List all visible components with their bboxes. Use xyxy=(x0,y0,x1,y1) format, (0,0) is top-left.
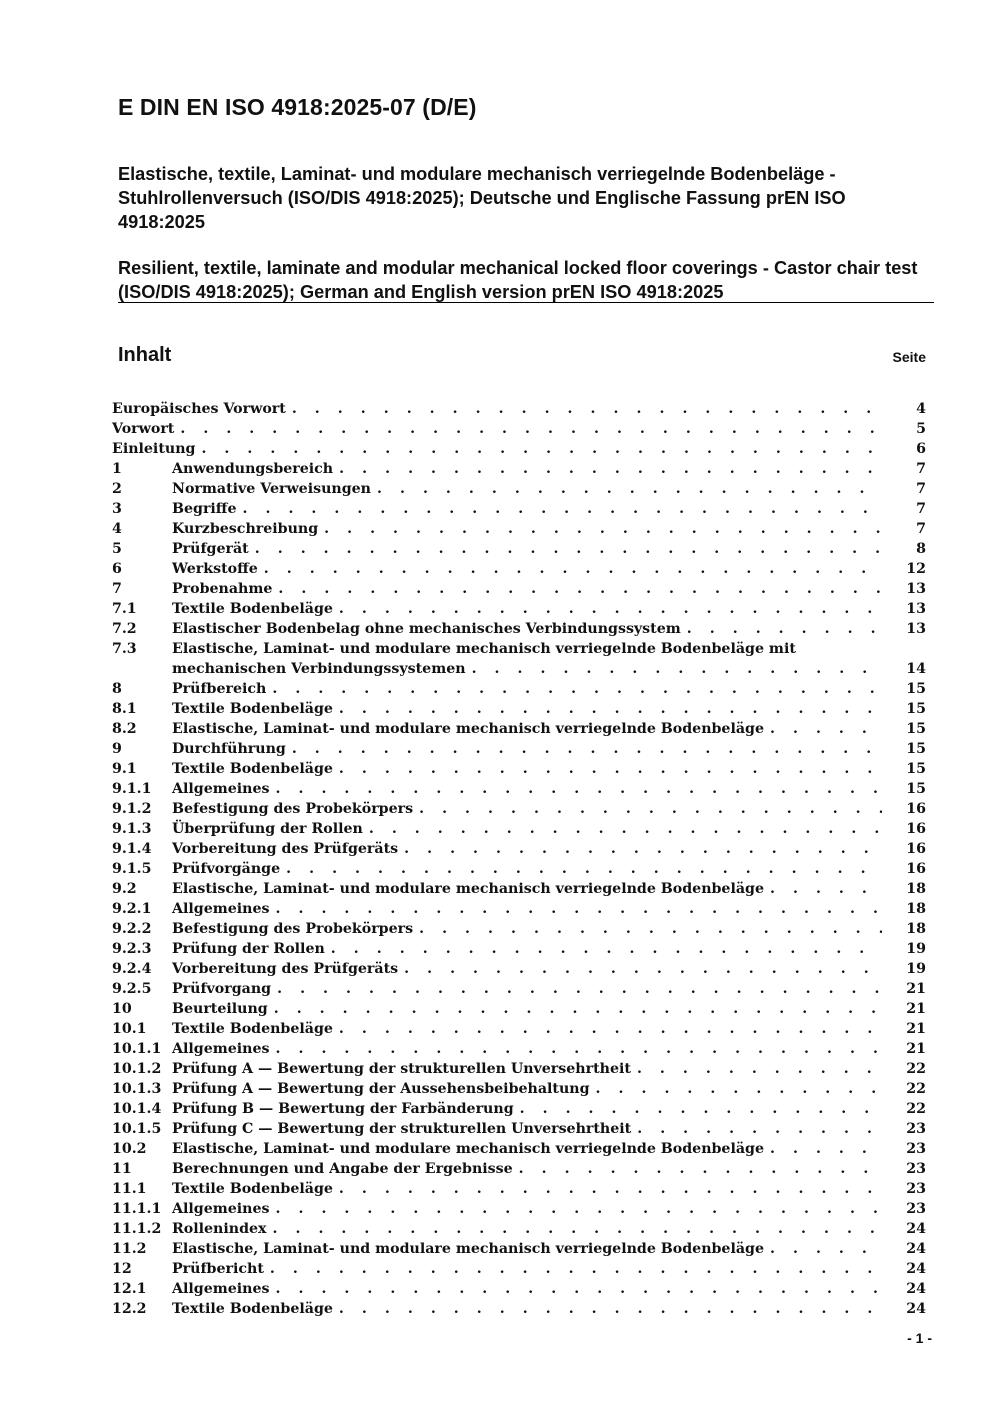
toc-entry[interactable] xyxy=(112,739,926,759)
toc-entry[interactable] xyxy=(112,939,926,959)
toc-dot-leader xyxy=(276,899,883,919)
toc-entry-number: 9.2 xyxy=(112,881,137,897)
toc-dot-leader xyxy=(276,779,883,799)
toc-entry-number: 9.1.1 xyxy=(112,781,152,797)
toc-dot-leader xyxy=(292,739,882,759)
toc-dot-leader xyxy=(339,1299,882,1319)
toc-entry-page: 16 xyxy=(906,861,926,877)
toc-entry-title: Textile Bodenbeläge xyxy=(172,601,333,617)
toc-entry[interactable] xyxy=(112,559,926,579)
document-title-german: Elastische, textile, Laminat- und modulare mechanisch verriegelnde Bodenbeläge - Stuhlrollenversuch (ISO/DIS 4918:2025); Deutsche und Englische Fassung prEN ISO 4918:2025 xyxy=(118,164,846,232)
toc-entry[interactable] xyxy=(112,679,926,699)
toc-entry-number: 12.1 xyxy=(112,1281,147,1297)
toc-heading: Inhalt xyxy=(118,344,172,366)
toc-dot-leader xyxy=(377,479,882,499)
toc-entry[interactable] xyxy=(112,639,926,679)
toc-entry[interactable] xyxy=(112,519,926,539)
toc-entry-number: 6 xyxy=(112,561,122,577)
toc-entry-title: Allgemeines xyxy=(172,1041,270,1057)
toc-entry-number: 11.2 xyxy=(112,1241,147,1257)
toc-entry-page: 4 xyxy=(916,401,926,417)
toc-entry-number: 9.1.4 xyxy=(112,841,152,857)
title-divider xyxy=(118,302,934,303)
toc-entry-title: Probenahme xyxy=(172,581,273,597)
toc-dot-leader xyxy=(687,619,882,639)
toc-entry[interactable] xyxy=(112,599,926,619)
toc-entry-number: 10.1 xyxy=(112,1021,147,1037)
toc-entry-page: 21 xyxy=(906,1041,926,1057)
toc-dot-leader xyxy=(270,1259,882,1279)
toc-entry-title: Prüfung der Rollen xyxy=(172,941,325,957)
toc-entry-number: 9.2.2 xyxy=(112,921,152,937)
toc-entry-title: Vorwort xyxy=(112,421,175,437)
toc-entry-title: Überprüfung der Rollen xyxy=(172,821,363,837)
toc-entry-page: 23 xyxy=(906,1121,926,1137)
toc-entry-page: 23 xyxy=(906,1141,926,1157)
toc-dot-leader xyxy=(419,799,882,819)
toc-entry-title: Europäisches Vorwort xyxy=(112,401,286,417)
toc-entry-title: Prüfbericht xyxy=(172,1261,264,1277)
toc-entry-number: 9.2.4 xyxy=(112,961,152,977)
toc-entry-title: Prüfbereich xyxy=(172,681,267,697)
toc-entry-number: 10.1.5 xyxy=(112,1121,162,1137)
toc-entry[interactable] xyxy=(112,419,926,439)
toc-entry[interactable] xyxy=(112,699,926,719)
toc-entry-page: 24 xyxy=(906,1221,926,1237)
toc-dot-leader xyxy=(770,879,882,899)
toc-entry[interactable] xyxy=(112,539,926,559)
toc-entry-title: Elastische, Laminat- und modulare mechanisch verriegelnde Bodenbeläge xyxy=(172,1241,764,1257)
toc-entry-title: Textile Bodenbeläge xyxy=(172,1021,333,1037)
toc-entry-title: Berechnungen und Angabe der Ergebnisse xyxy=(172,1161,513,1177)
toc-entry[interactable] xyxy=(112,759,926,779)
toc-dot-leader xyxy=(339,699,882,719)
toc-entry-number: 9.1 xyxy=(112,761,137,777)
toc-entry[interactable] xyxy=(112,999,926,1019)
page-number: - 1 - xyxy=(907,1330,932,1346)
toc-entry-page: 15 xyxy=(906,761,926,777)
toc-entry[interactable] xyxy=(112,1019,926,1039)
toc-entry-title: Befestigung des Probekörpers xyxy=(172,921,414,937)
toc-entry-page: 5 xyxy=(916,421,926,437)
toc-dot-leader xyxy=(277,979,882,999)
toc-entry[interactable] xyxy=(112,839,926,859)
toc-entry-page: 21 xyxy=(906,981,926,997)
document-title: E DIN EN ISO 4918:2025-07 (D/E) xyxy=(118,94,477,120)
table-of-contents xyxy=(112,399,926,1319)
toc-dot-leader xyxy=(520,1099,882,1119)
toc-dot-leader xyxy=(264,559,882,579)
toc-entry-page: 7 xyxy=(916,481,926,497)
toc-entry[interactable] xyxy=(112,1259,926,1279)
toc-entry-page: 18 xyxy=(906,921,926,937)
toc-dot-leader xyxy=(278,579,882,599)
toc-dot-leader xyxy=(419,919,882,939)
toc-entry-page: 23 xyxy=(906,1161,926,1177)
toc-entry-number: 8 xyxy=(112,681,122,697)
toc-entry[interactable] xyxy=(112,979,926,999)
toc-entry-page: 16 xyxy=(906,821,926,837)
toc-entry-page: 15 xyxy=(906,681,926,697)
toc-entry[interactable] xyxy=(112,459,926,479)
toc-entry-title: Elastischer Bodenbelag ohne mechanisches Verbindungssystem xyxy=(172,621,681,637)
toc-entry-page: 12 xyxy=(906,561,926,577)
toc-dot-leader xyxy=(770,1239,882,1259)
toc-dot-leader xyxy=(276,1039,883,1059)
toc-entry-title: Rollenindex xyxy=(172,1221,267,1237)
toc-entry[interactable] xyxy=(112,439,926,459)
toc-entry[interactable] xyxy=(112,1159,926,1179)
toc-entry[interactable] xyxy=(112,579,926,599)
toc-entry[interactable] xyxy=(112,499,926,519)
toc-entry-number: 12 xyxy=(112,1261,132,1277)
toc-entry[interactable] xyxy=(112,1099,926,1119)
toc-dot-leader xyxy=(339,1019,882,1039)
toc-dot-leader xyxy=(272,679,882,699)
toc-entry-title: Allgemeines xyxy=(172,781,270,797)
toc-entry-page: 23 xyxy=(906,1201,926,1217)
toc-entry-title: Allgemeines xyxy=(172,1281,270,1297)
toc-dot-leader xyxy=(255,539,882,559)
toc-entry-number: 9.1.5 xyxy=(112,861,152,877)
toc-entry-number: 8.2 xyxy=(112,721,137,737)
toc-entry-number: 10.1.4 xyxy=(112,1101,162,1117)
toc-entry-page: 18 xyxy=(906,881,926,897)
toc-entry-title: Durchführung xyxy=(172,741,286,757)
toc-entry[interactable] xyxy=(112,1139,926,1159)
toc-entry-page: 14 xyxy=(906,661,926,677)
toc-entry-page: 15 xyxy=(906,721,926,737)
toc-entry[interactable] xyxy=(112,879,926,899)
toc-dot-leader xyxy=(276,1199,883,1219)
toc-entry-page: 6 xyxy=(916,441,926,457)
toc-entry-title: Befestigung des Probekörpers xyxy=(172,801,414,817)
toc-entry-title: Textile Bodenbeläge xyxy=(172,701,333,717)
toc-entry-page: 21 xyxy=(906,1001,926,1017)
toc-entry-title: Elastische, Laminat- und modulare mechanisch verriegelnde Bodenbeläge xyxy=(172,881,764,897)
toc-entry[interactable] xyxy=(112,1079,926,1099)
toc-entry-number: 11.1.1 xyxy=(112,1201,162,1217)
toc-entry-title: Begriffe xyxy=(172,501,237,517)
toc-entry-page: 13 xyxy=(906,601,926,617)
toc-entry-page: 15 xyxy=(906,741,926,757)
toc-entry-number: 10.1.3 xyxy=(112,1081,162,1097)
toc-entry-number: 9 xyxy=(112,741,122,757)
toc-entry-number: 7.1 xyxy=(112,601,137,617)
toc-entry[interactable] xyxy=(112,779,926,799)
toc-entry-number: 2 xyxy=(112,481,122,497)
toc-entry-page: 18 xyxy=(906,901,926,917)
toc-entry[interactable] xyxy=(112,1039,926,1059)
toc-entry-number: 10 xyxy=(112,1001,132,1017)
toc-entry-number: 12.2 xyxy=(112,1301,147,1317)
toc-entry-page: 24 xyxy=(906,1281,926,1297)
toc-entry-title: Allgemeines xyxy=(172,901,270,917)
toc-entry-page: 7 xyxy=(916,521,926,537)
toc-entry[interactable] xyxy=(112,799,926,819)
toc-dot-leader xyxy=(331,939,882,959)
toc-page-column-label: Seite xyxy=(892,349,926,365)
toc-entry-number: 1 xyxy=(112,461,122,477)
toc-dot-leader xyxy=(637,1059,882,1079)
toc-dot-leader xyxy=(339,459,882,479)
toc-entry[interactable] xyxy=(112,1059,926,1079)
toc-entry-page: 15 xyxy=(906,781,926,797)
toc-entry-page: 22 xyxy=(906,1081,926,1097)
toc-entry[interactable] xyxy=(112,1239,926,1259)
toc-entry-title: Textile Bodenbeläge xyxy=(172,1181,333,1197)
document-title-english: Resilient, textile, laminate and modular mechanical locked floor coverings - Castor chair test (ISO/DIS 4918:2025); German and English version prEN ISO 4918:2025 xyxy=(118,258,918,302)
toc-dot-leader xyxy=(292,399,882,419)
toc-dot-leader xyxy=(404,839,882,859)
toc-dot-leader xyxy=(472,659,882,679)
toc-entry-number: 11.1 xyxy=(112,1181,147,1197)
toc-entry-title: Prüfung A — Bewertung der Aussehensbeibehaltung xyxy=(172,1081,590,1097)
toc-entry-page: 24 xyxy=(906,1301,926,1317)
toc-entry[interactable] xyxy=(112,1279,926,1299)
toc-dot-leader xyxy=(339,599,882,619)
toc-entry-number: 9.2.5 xyxy=(112,981,152,997)
toc-entry-title: Prüfvorgänge xyxy=(172,861,281,877)
toc-entry-page: 21 xyxy=(906,1021,926,1037)
toc-entry-title: Elastische, Laminat- und modulare mechanisch verriegelnde Bodenbeläge xyxy=(172,1141,764,1157)
toc-entry-number: 9.2.1 xyxy=(112,901,152,917)
toc-entry-title: Prüfvorgang xyxy=(172,981,272,997)
toc-entry[interactable] xyxy=(112,959,926,979)
toc-entry-page: 7 xyxy=(916,461,926,477)
toc-entry-page: 24 xyxy=(906,1241,926,1257)
toc-entry-page: 22 xyxy=(906,1101,926,1117)
toc-dot-leader xyxy=(339,1179,882,1199)
toc-entry-title: Textile Bodenbeläge xyxy=(172,1301,333,1317)
toc-entry-title: Anwendungsbereich xyxy=(172,461,334,477)
toc-entry[interactable] xyxy=(112,399,926,419)
toc-entry-title: Prüfung C — Bewertung der strukturellen Unversehrtheit xyxy=(172,1121,632,1137)
toc-entry-title: Kurzbeschreibung xyxy=(172,521,319,537)
toc-dot-leader xyxy=(201,439,882,459)
toc-entry-page: 7 xyxy=(916,501,926,517)
toc-dot-leader xyxy=(276,1279,883,1299)
toc-entry-number: 9.1.2 xyxy=(112,801,152,817)
toc-dot-leader xyxy=(339,759,882,779)
toc-dot-leader xyxy=(637,1119,882,1139)
toc-entry-number: 11.1.2 xyxy=(112,1221,162,1237)
toc-entry-title: Elastische, Laminat- und modulare mechanisch verriegelnde Bodenbeläge xyxy=(172,721,764,737)
toc-entry-title: Beurteilung xyxy=(172,1001,268,1017)
toc-entry[interactable] xyxy=(112,1299,926,1319)
toc-entry-page: 13 xyxy=(906,621,926,637)
toc-entry-title: Normative Verweisungen xyxy=(172,481,371,497)
toc-dot-leader xyxy=(324,519,882,539)
toc-dot-leader xyxy=(770,719,882,739)
toc-entry-page: 16 xyxy=(906,841,926,857)
toc-dot-leader xyxy=(272,1219,882,1239)
toc-entry-page: 15 xyxy=(906,701,926,717)
toc-entry-number: 11 xyxy=(112,1161,132,1177)
toc-entry-title: Vorbereitung des Prüfgeräts xyxy=(172,961,399,977)
toc-entry[interactable] xyxy=(112,619,926,639)
toc-dot-leader xyxy=(770,1139,882,1159)
toc-dot-leader xyxy=(596,1079,882,1099)
toc-entry-page: 19 xyxy=(906,941,926,957)
toc-entry-title-continuation: mechanischen Verbindungssystemen xyxy=(172,661,466,677)
toc-entry[interactable] xyxy=(112,719,926,739)
toc-entry-page: 24 xyxy=(906,1261,926,1277)
toc-entry-number: 9.2.3 xyxy=(112,941,152,957)
toc-dot-leader xyxy=(274,999,882,1019)
toc-entry-number: 4 xyxy=(112,521,122,537)
toc-entry-page: 22 xyxy=(906,1061,926,1077)
toc-dot-leader xyxy=(180,419,882,439)
toc-entry-title: Prüfgerät xyxy=(172,541,249,557)
toc-entry[interactable] xyxy=(112,1219,926,1239)
toc-dot-leader xyxy=(404,959,882,979)
toc-dot-leader xyxy=(286,859,882,879)
toc-entry-title: Werkstoffe xyxy=(172,561,258,577)
toc-dot-leader xyxy=(519,1159,882,1179)
toc-entry-number: 8.1 xyxy=(112,701,137,717)
toc-entry-title: Prüfung B — Bewertung der Farbänderung xyxy=(172,1101,514,1117)
toc-entry-title: Prüfung A — Bewertung der strukturellen Unversehrtheit xyxy=(172,1061,631,1077)
toc-entry[interactable] xyxy=(112,919,926,939)
toc-entry-page: 23 xyxy=(906,1181,926,1197)
toc-entry-number: 7.3 xyxy=(112,641,137,657)
toc-entry[interactable] xyxy=(112,819,926,839)
toc-entry-page: 8 xyxy=(916,541,926,557)
toc-entry-page: 19 xyxy=(906,961,926,977)
toc-entry-title: Textile Bodenbeläge xyxy=(172,761,333,777)
toc-entry-number: 3 xyxy=(112,501,122,517)
toc-entry-title: Einleitung xyxy=(112,441,196,457)
toc-entry-number: 10.2 xyxy=(112,1141,147,1157)
toc-entry-number: 7.2 xyxy=(112,621,137,637)
toc-entry[interactable] xyxy=(112,899,926,919)
toc-entry-number: 10.1.2 xyxy=(112,1061,162,1077)
toc-entry-page: 13 xyxy=(906,581,926,597)
toc-entry[interactable] xyxy=(112,1119,926,1139)
toc-entry-title: Vorbereitung des Prüfgeräts xyxy=(172,841,399,857)
toc-entry-page: 16 xyxy=(906,801,926,817)
toc-dot-leader xyxy=(369,819,882,839)
toc-entry-title: Allgemeines xyxy=(172,1201,270,1217)
toc-entry-title: Elastische, Laminat- und modulare mechanisch verriegelnde Bodenbeläge mit xyxy=(172,641,796,657)
toc-entry[interactable] xyxy=(112,859,926,879)
toc-entry[interactable] xyxy=(112,1199,926,1219)
toc-dot-leader xyxy=(242,499,882,519)
toc-entry-number: 10.1.1 xyxy=(112,1041,162,1057)
toc-entry-number: 5 xyxy=(112,541,122,557)
toc-entry-number: 7 xyxy=(112,581,122,597)
toc-entry[interactable] xyxy=(112,1179,926,1199)
toc-entry-number: 9.1.3 xyxy=(112,821,152,837)
toc-entry[interactable] xyxy=(112,479,926,499)
